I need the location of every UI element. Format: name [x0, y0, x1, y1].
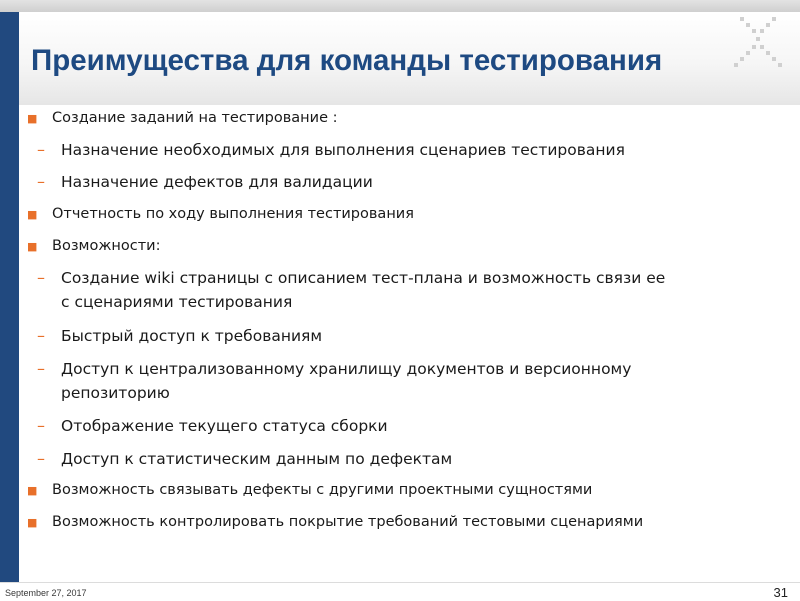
square-bullet-icon: ■	[27, 484, 38, 497]
sub-list-item	[37, 266, 761, 314]
sub-list-item	[37, 357, 761, 405]
square-bullet-icon: ■	[27, 240, 38, 253]
footer-date: September 27, 2017	[5, 588, 87, 598]
list-item	[27, 482, 593, 498]
slide-title: Преимущества для команды тестирования	[31, 44, 663, 77]
list-item	[27, 514, 644, 530]
list-item-text: Возможность связывать дефекты с другими проектными сущностями	[52, 482, 593, 498]
sub-list-item-text: Назначение дефектов для валидации	[61, 173, 373, 191]
sub-list-item-text: Отображение текущего статуса сборки	[61, 417, 388, 435]
list-item-text: Создание заданий на тестирование :	[52, 110, 338, 126]
sub-list-item-text-line2: репозиторию	[61, 384, 170, 402]
dash-bullet-icon: –	[37, 140, 45, 159]
dash-bullet-icon: –	[37, 326, 45, 345]
sub-list-item	[37, 138, 761, 162]
sub-list-item-text: Быстрый доступ к требованиям	[61, 327, 323, 345]
list-item	[27, 110, 338, 126]
page-number: 31	[773, 585, 788, 600]
sub-list-item	[37, 414, 761, 438]
sub-list-item-text-line2: с сценариями тестирования	[61, 293, 293, 311]
footer-band	[0, 582, 800, 601]
sub-list-item-text: Доступ к статистическим данным по дефектам	[61, 450, 453, 468]
sub-list-item	[37, 447, 761, 471]
dash-bullet-icon: –	[37, 359, 45, 378]
list-item-text: Возможность контролировать покрытие требований тестовыми сценариями	[52, 514, 644, 530]
list-item-text: Отчетность по ходу выполнения тестирования	[52, 206, 414, 222]
dash-bullet-icon: –	[37, 449, 45, 468]
square-bullet-icon: ■	[27, 516, 38, 529]
sub-list-item	[37, 324, 761, 348]
sub-list-item-text: Назначение необходимых для выполнения сценариев тестирования	[61, 141, 625, 159]
dash-bullet-icon: –	[37, 268, 45, 287]
square-bullet-icon: ■	[27, 208, 38, 221]
square-bullet-icon: ■	[27, 112, 38, 125]
dash-bullet-icon: –	[37, 172, 45, 191]
list-item	[27, 238, 161, 254]
sub-list-item-text-line1: Доступ к централизованному хранилищу документов и версионному	[61, 360, 632, 378]
sub-list-item	[37, 170, 761, 194]
list-item	[27, 206, 414, 222]
list-item-text: Возможности:	[52, 238, 161, 254]
sub-list-item-text-line1: Создание wiki страницы с описанием тест-плана и возможность связи ее	[61, 269, 666, 287]
dash-bullet-icon: –	[37, 416, 45, 435]
